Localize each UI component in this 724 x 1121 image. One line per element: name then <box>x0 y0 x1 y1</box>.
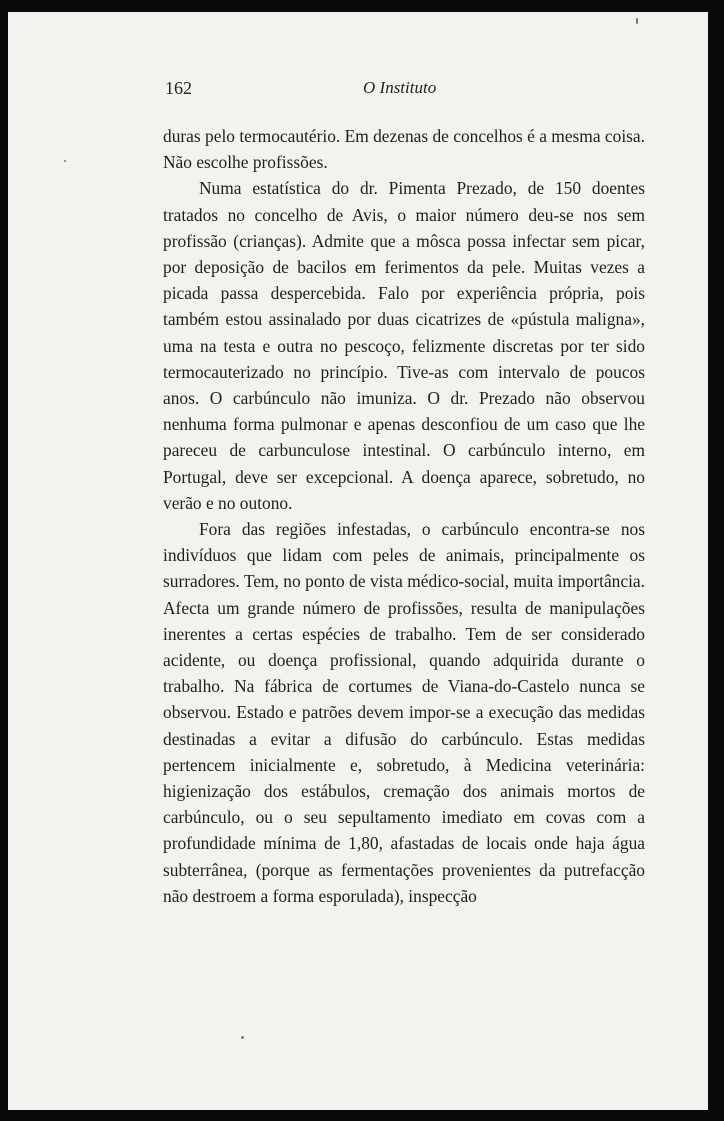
paragraph-3: Fora das regiões infestadas, o carbúnculo encontra-se nos indivíduos que lidam com peles de animais, principalmente os surradores. Tem, no ponto de vista médico-social, muita importância. Afecta um grande número de profissões, resulta de manipulações inerentes a certas espécies de trabalho. Tem de ser considerado acidente, ou doença profissional, quando adquirida durante o trabalho. Na fábrica de cortumes de Viana-do-Castelo nunca se observou. Estado e patrões devem impor-se a execução das medidas destinadas a evitar a difusão do carbúnculo. Estas medidas pertencem inicialmente e, sobretudo, à Medicina veterinária: higienização dos estábulos, cremação dos animais mortos de carbúnculo, ou o seu sepultamento imediato em covas com a profundidade mínima de 1,80, afastadas de locais onde haja água subterrânea, (porque as fermentações provenientes da putrefacção não destroem a forma esporulada), inspecção <box>163 519 645 906</box>
running-title: O Instituto <box>363 78 437 97</box>
body-text <box>163 123 645 909</box>
paragraph-2: Numa estatística do dr. Pimenta Prezado, de 150 doentes tratados no concelho de Avis, o maior número deu-se nos sem profissão (crianças). Admite que a môsca possa infectar sem picar, por deposição de bacilos em ferimentos da pele. Muitas vezes a picada passa despercebida. Falo por experiência própria, pois também estou assinalado por duas cicatrizes de «pústula maligna», uma na testa e outra no pescoço, felizmente discretas por ter sido termocauterizado no princípio. Tive-as com intervalo de poucos anos. O carbúnculo não imuniza. O dr. Prezado não observou nenhuma forma pulmonar e apenas desconfiou de um caso que lhe pareceu de carbunculose intestinal. O carbúnculo interno, em Portugal, deve ser excepcional. A doença aparece, sobretudo, no verão e no outono. <box>163 178 645 513</box>
paragraph-1: duras pelo termocautério. Em dezenas de concelhos é a mesma coisa. Não escolhe profissões. <box>163 126 645 173</box>
page-number: 162 <box>165 78 192 98</box>
scan-speck <box>636 18 638 24</box>
page-header <box>163 78 649 102</box>
scan-speck <box>64 160 66 162</box>
scanned-page <box>8 12 708 1110</box>
scan-speck <box>241 1036 244 1039</box>
